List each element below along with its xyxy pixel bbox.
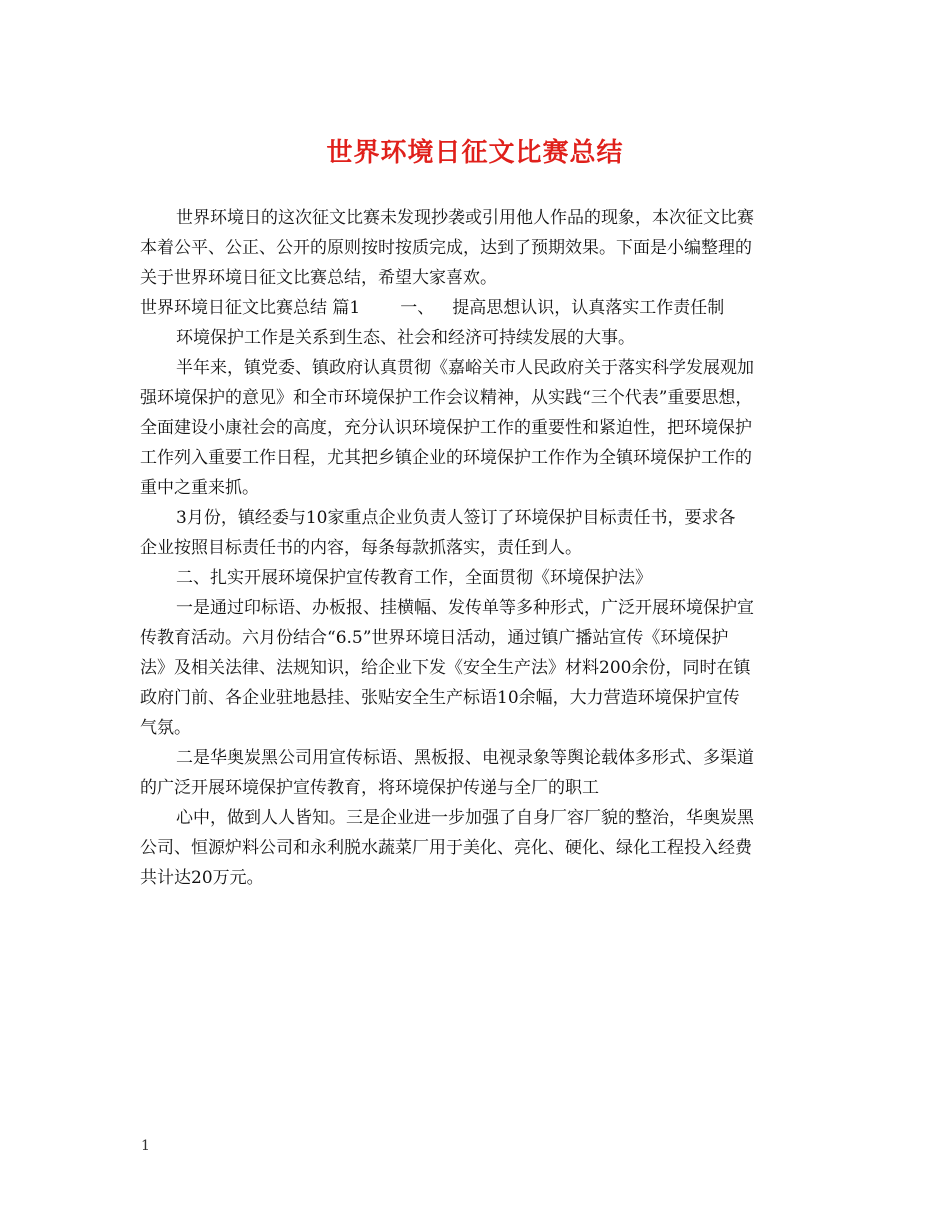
paragraph-line: 公司、恒源炉料公司和永利脱水蔬菜厂用于美化、亮化、硬化、绿化工程投入经费 [140,838,752,858]
paragraph-line: 法》及相关法律、法规知识，给企业下发《安全生产法》材料200余份，同时在镇 [140,658,751,678]
paragraph-line: 一是通过印标语、办板报、挂横幅、发传单等多种形式，广泛开展环境保护宣 [176,598,754,618]
section-heading-line [140,293,820,323]
heading-part-text: 提高思想认识，认真落实工作责任制 [452,298,725,318]
paragraph-line: 二、扎实开展环境保护宣传教育工作，全面贯彻《环境保护法》 [176,568,652,588]
page-number: 1 [141,1138,150,1154]
heading-part-title: 世界环境日征文比赛总结 篇1 [140,298,361,318]
heading-part-number: 一、 [400,298,435,318]
paragraph-line: 半年来，镇党委、镇政府认真贯彻《嘉峪关市人民政府关于落实科学发展观加 [176,358,754,378]
paragraph-line: 企业按照目标责任书的内容，每条每款抓落实，责任到人。 [140,538,582,558]
paragraph-line: 二是华奥炭黑公司用宣传标语、黑板报、电视录象等舆论载体多形式、多渠道 [176,748,754,768]
paragraph-line: 本着公平、公正、公开的原则按时按质完成，达到了预期效果。下面是小编整理的 [140,238,752,258]
paragraph-line: 气氛。 [140,718,191,738]
paragraph-line: 环境保护工作是关系到生态、社会和经济可持续发展的大事。 [176,328,635,348]
paragraph-line: 3月份，镇经委与10家重点企业负责人签订了环境保护目标责任书，要求各 [176,508,736,528]
paragraph-line: 共计达20万元。 [140,868,264,888]
document-title: 世界环境日征文比赛总结 [326,138,624,168]
paragraph-line: 世界环境日的这次征文比赛未发现抄袭或引用他人作品的现象，本次征文比赛 [176,208,754,228]
document-body [140,203,820,893]
paragraph-line: 工作列入重要工作日程，尤其把乡镇企业的环境保护工作作为全镇环境保护工作的 [140,448,752,468]
paragraph-line: 强环境保护的意见》和全市环境保护工作会议精神，从实践“三个代表”重要思想， [140,388,753,408]
paragraph-line: 全面建设小康社会的高度，充分认识环境保护工作的重要性和紧迫性，把环境保护 [140,418,752,438]
paragraph-line: 心中，做到人人皆知。三是企业进一步加强了自身厂容厂貌的整治，华奥炭黑 [176,808,754,828]
paragraph-line: 关于世界环境日征文比赛总结，希望大家喜欢。 [140,268,497,288]
paragraph-line: 传教育活动。六月份结合“6.5”世界环境日活动，通过镇广播站宣传《环境保护 [140,628,729,648]
paragraph-line: 重中之重来抓。 [140,478,259,498]
paragraph-line: 政府门前、各企业驻地悬挂、张贴安全生产标语10余幅，大力营造环境保护宣传 [140,688,740,708]
paragraph-line: 的广泛开展环境保护宣传教育，将环境保护传递与全厂的职工 [140,778,599,798]
